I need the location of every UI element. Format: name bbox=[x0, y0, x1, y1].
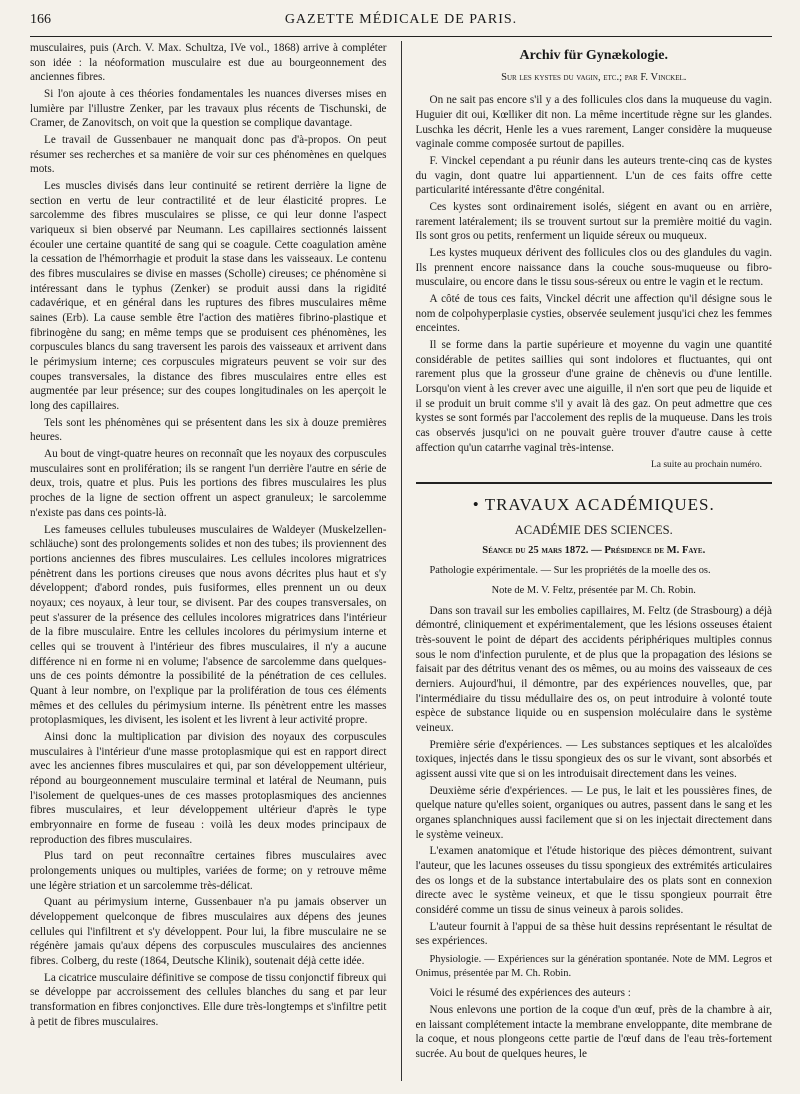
paragraph: Deuxième série d'expériences. — Le pus, le lait et les poussières fines, de quelque nature qu'elles soient, organiques ou autres, passent dans le sang et les organes splanchniques aussi facilement que si on les injectait directement dans le système veineux. bbox=[415, 784, 773, 841]
paragraph: On ne sait pas encore s'il y a des follicules clos dans la muqueuse du vagin. Huguier dit oui, Kœlliker dit non. La même incertitude règne sur les glandes. Luschka les décrit, Henle les a vues rarement, Langer considère la muqueuse vaginale comme composée surtout de papilles. bbox=[415, 94, 773, 151]
paper-title: Pathologie expérimentale. — Sur les propriétés de la moelle des os. bbox=[429, 565, 711, 577]
paragraph: Si l'on ajoute à ces théories fondamentales les nuances diverses mises en lumière par l'illustre Zenker, par les travaux plus récents de Tischunski, de Cramer, de Zanovitsch, on voit que la question se complique davantage. bbox=[30, 88, 387, 130]
running-head bbox=[30, 12, 772, 37]
archiv-heading: Archiv für Gynækologie. bbox=[519, 48, 668, 63]
session-line: Séance du 25 mars 1872. — Présidence de M. Faye. bbox=[482, 545, 706, 557]
paragraph: A côté de tous ces faits, Vinckel décrit une affection qu'il désigne sous le nom de colpohyperplasie cysties, observée seulement jusqu'ici chez les femmes enceintes. bbox=[415, 292, 773, 335]
paragraph: Il se forme dans la partie supérieure et moyenne du vagin une quantité considérable de petites saillies qui sont indolores et fluctuantes, qui ont rarement plus que la grosseur d'une graine de chènevis ou d'une lentille. Lorsqu'on vient à les crever avec une aiguille, il n'en sort que peu de liquide et il se produit un bruit comme s'il y avait là des gaz. On peut admettre que ces kystes se sont formés par l'accolement des replis de la muqueuse. Dans les trois cas observés jusqu'ici on ne pouvait guère trouver d'autre cause à cette affection qu'un catarrhe vaginal très-intense. bbox=[415, 338, 773, 454]
academy-heading: ACADÉMIE DES SCIENCES. bbox=[514, 523, 673, 538]
paragraph: Les muscles divisés dans leur continuité se retirent derrière la ligne de section en vertu de leur contractilité et de leur élasticité propres. Le sarcolemme des fibres musculaires se plisse, ce qui leur donne l'aspect variqueux si bien observé par Neumann. Les capillaires sectionnés laissent écouler une certaine quantité de sang qui se coagule. Cette coagulation amène la cessation de l'hémorrhagie et produit la stase dans les vaisseaux. Le contenu des fibres musculaires se divise en masses (Scholle) cireuses; ce phénomène si intéressant dans le typhus (Zenker) se produit aussi dans la rigidité cadavérique, et en général dans les ruptures des fibres musculaires même saines (Erb). La cause semble être l'action des matières fibrino-plastique et fibrinogène du sang; en même temps que se produisent ces phénomènes, les corpuscules blancs du sang traversent les parois des vaisseaux et arrivent dans le périmysium interne; ces corpuscules migrateurs peuvent se voir sur des coupes transversales, la distance des fibres musculaires entre elles est augmentée par leur présence; sur des coupes longitudinales on les aperçoit le long des capillaires. bbox=[30, 180, 387, 413]
column-divider bbox=[401, 41, 402, 1081]
paper-title: Physiologie. — Expériences sur la génération spontanée. Note de MM. Legros et Onimus, présentée par M. Ch. Robin. bbox=[415, 953, 773, 979]
left-column bbox=[30, 41, 387, 1081]
paragraph: Nous enlevons une portion de la coque d'un œuf, près de la chambre à air, en laissant complétement intacte la membrane enveloppante, dite membrane de la coque, et nous plongeons cette partie de l'œuf dans de l'eau très-fortement sucrée. Au bout de quelques heures, le bbox=[415, 1003, 773, 1060]
paragraph: Les fameuses cellules tubuleuses musculaires de Waldeyer (Muskelzellen-schläuche) sont des prolongements solides et non des tubes; ils proviennent des portions anciennes des fibres musculaires. Les cellules incolores migratrices pénètrent dans les portions cireuses que nous avons décrites plus haut et s'y développent; d'abord rondes, puis fusiformes, elles prennent un ou deux noyaux; ces noyaux, à leur tour, se divisent. Par des coupes transversales, on peut s'assurer de la présence des cellules incolores migratrices dans l'intérieur de la fibre musculaire. Entre les cellules incolores du périmysium interne et celles qui se trouvent à l'intérieur des fibres musculaires, il n'y a aucune différence ni en forme ni en volume; l'absence de sarcolemme dans quelques-uns de ces points démontre la possibilité de la pénétration de ces cellules. Quant à leur nombre, on l'explique par la prolifération de tous ces éléments mêmes et des cellules du périmysium interne. Ils pénètrent entre les masses protoplasmiques, les divisent, les isolent et les livrent à leur activité propre. bbox=[30, 523, 387, 727]
continued-note: La suite au prochain numéro. bbox=[650, 460, 763, 471]
journal-title: GAZETTE MÉDICALE DE PARIS. bbox=[284, 12, 518, 27]
paragraph: Ainsi donc la multiplication par division des noyaux des corpuscules musculaires à l'intérieur d'une masse protoplasmique qui est en rapport direct avec les anciennes fibres musculaires et qui, par son développement ultérieur, répond au bourgeonnement musculaire terminal et latéral de Neumann, puis l'isolement de quelques-unes de ces masses protoplasmiques des anciennes fibres musculaires, et leur développement ultérieur d'après le type embryonnaire en forme de fuseau : voilà les deux modes principaux de reproduction des fibres musculaires. bbox=[30, 730, 387, 846]
paragraph: Tels sont les phénomènes qui se présentent dans les six à douze premières heures. bbox=[30, 416, 387, 444]
paragraph: La cicatrice musculaire définitive se compose de tissu conjonctif fibreux qui se développe par accroissement des cellules blanches du sang et par leur transformation en fibres conjonctives. Elle dure très-longtemps et s'infiltre petit à petit de fibres musculaires. bbox=[30, 971, 387, 1028]
paragraph: Ces kystes sont ordinairement isolés, siégent en avant ou en arrière, rarement latéralement; ils se trouvent surtout sur la première moitié du vagin. Ils sont gros ou petits, renferment un liquide séreux ou muqueux. bbox=[415, 200, 773, 243]
section-rule bbox=[416, 482, 773, 484]
paragraph: Plus tard on peut reconnaître certaines fibres musculaires avec prolongements uniques ou multiples, variées de forme; on y retrouve même une légère striation et un sarcolemme très-délicat. bbox=[30, 850, 387, 892]
paragraph: Dans son travail sur les embolies capillaires, M. Feltz (de Strasbourg) a déjà démontré, cliniquement et expérimentalement, que les lésions osseuses étaient très-souvent le point de départ des accidents périphériques multiples connus sous le nom d'infection purulente, et de plus que la propagation des lésions se faisait par des détritus venant des os mêmes, ou au moins des vaisseaux de ces derniers. Aujourd'hui, il démontre, par des expériences nouvelles, que, par l'intermédiaire du tissu médullaire des os, on peut introduire à volonté toute espèce de substance liquide ou en suspension moléculaire dans le système veineux. bbox=[415, 604, 773, 734]
paragraph: L'auteur fournit à l'appui de sa thèse huit dessins représentant le résultat de ses expériences. bbox=[415, 920, 773, 948]
paper-note: Note de M. V. Feltz, présentée par M. Ch. Robin. bbox=[491, 584, 696, 596]
paragraph: Le travail de Gussenbauer ne manquait donc pas d'à-propos. On peut résumer ses recherches et sa manière de voir sur ces phénomènes en quelques mots. bbox=[30, 134, 387, 176]
right-column bbox=[416, 41, 773, 1081]
paragraph: Voici le résumé des expériences des auteurs : bbox=[429, 987, 631, 1000]
paragraph: Première série d'expériences. — Les substances septiques et les alcaloïdes toxiques, injectés dans le tissu spongieux des os sur le vivant, sont absorbés et agissent aussi vite que si on les introduisait directement dans les veines. bbox=[415, 738, 773, 780]
paragraph: musculaires, puis (Arch. V. Max. Schultza, IVe vol., 1868) arrive à compléter son idée : la néoformation musculaire est due au bourgeonnement des anciennes fibres. bbox=[30, 42, 387, 84]
paragraph: Au bout de vingt-quatre heures on reconnaît que les noyaux des corpuscules musculaires sont en prolifération; ils se rangent l'un derrière l'autre en série de deux, trois, quatre et plus. Puis les portions des fibres musculaires les plus proches de la ligne de section offrent un aspect granuleux; le sarcolemme n'existe pas dans ces points-là. bbox=[30, 448, 387, 519]
paragraph: Quant au périmysium interne, Gussenbauer n'a pu jamais observer un développement quelconque de fibres musculaires aux dépens des jeunes cellules qui l'infiltrent et s'y développent. Pour lui, la fibre musculaire ne se régénère jamais qu'aux dépens des corpuscules musculaires des anciennes fibres. Colberg, du reste (1864, Deutsche Klinik), soutenait déjà cette idée. bbox=[30, 896, 387, 967]
page-number: 166 bbox=[30, 12, 51, 27]
paragraph: Les kystes muqueux dérivent des follicules clos ou des glandules du vagin. Ils prennent encore naissance dans la couche sous-muqueuse ou fibro-musculaire, ou encore dans le tissu sous-séreux ou entre le vagin et le rectum. bbox=[415, 246, 773, 289]
paragraph: L'examen anatomique et l'étude historique des pièces démontrent, suivant l'auteur, que les lacunes osseuses du tissu spongieux des extrémités articulaires des os longs et de la substance intertabulaire des os plats sont en connexion directe avec le système veineux, et que le tissu spongieux pourrait être considéré comme un tissu de sinus veineux à parois solides. bbox=[415, 845, 773, 916]
paragraph: F. Vinckel cependant a pu réunir dans les auteurs trente-cinq cas de kystes du vagin, dont quatre lui appartiennent. L'un de ces faits offre cette particularité intéressante d'être congénital. bbox=[415, 154, 773, 197]
archiv-subheading: Sur les kystes du vagin, etc.; par F. Vinckel. bbox=[501, 72, 687, 84]
travaux-heading: • TRAVAUX ACADÉMIQUES. bbox=[472, 494, 715, 514]
